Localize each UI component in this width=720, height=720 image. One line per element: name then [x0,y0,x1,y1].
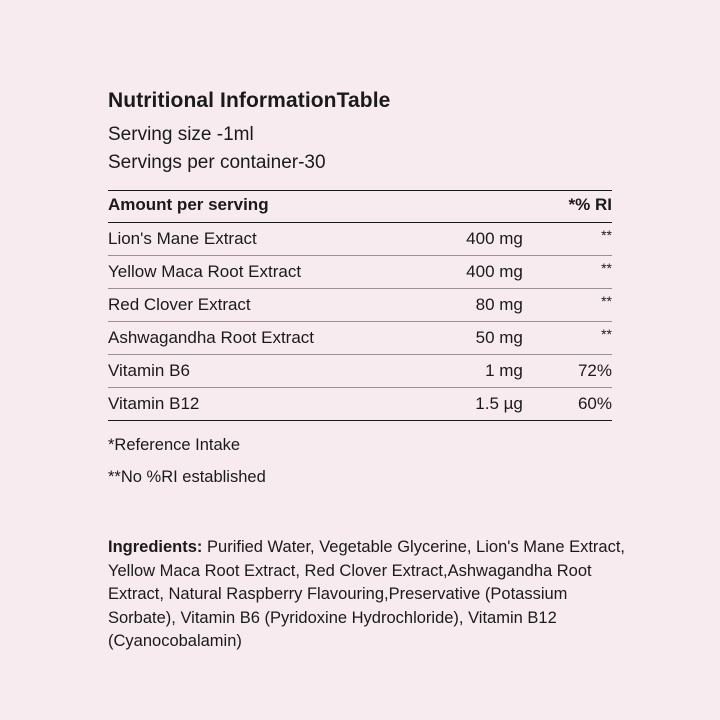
footnotes [108,433,612,490]
page-title: Nutritional InformationTable [108,89,391,112]
row-amount: 400 mg [405,256,529,289]
serving-size-text: Serving size -1ml [108,124,254,146]
row-name: Yellow Maca Root Extract [108,256,405,289]
row-name: Red Clover Extract [108,289,405,322]
column-header-ri: *% RI [529,191,612,223]
table-row [108,223,612,256]
ingredients-text: Purified Water, Vegetable Glycerine, Lion's Mane Extract, Yellow Maca Root Extract, Red Clover Extract,Ashwagandha Root Extract, Natural Raspberry Flavouring,Preservative (Potassium Sorbate), Vitamin B6 (Pyridoxine Hydrochloride), Vitamin B12 (Cyanocobalamin) [108,538,626,651]
row-ri: ** [529,322,612,355]
row-ri: 60% [529,388,612,421]
table-header-row [108,191,612,223]
row-name: Lion's Mane Extract [108,223,405,256]
servings-per-container-text: Servings per container-30 [108,151,326,173]
footnote-no-ri: **No %RI established [108,467,266,486]
row-ri: ** [529,289,612,322]
row-name: Ashwagandha Root Extract [108,322,405,355]
column-header-name: Amount per serving [108,191,405,223]
row-amount: 400 mg [405,223,529,256]
row-ri: ** [529,223,612,256]
nutrition-table [108,190,612,421]
row-name: Vitamin B12 [108,388,405,421]
row-amount: 50 mg [405,322,529,355]
row-name: Vitamin B6 [108,355,405,388]
ingredients-block [108,536,628,653]
row-amount: 1 mg [405,355,529,388]
table-row [108,322,612,355]
column-header-amount [405,191,529,223]
table-row [108,289,612,322]
table-row [108,355,612,388]
table-row [108,388,612,421]
footnote-reference-intake: *Reference Intake [108,436,241,455]
ingredients-label: Ingredients: [108,538,203,557]
row-amount: 80 mg [405,289,529,322]
row-amount: 1.5 µg [405,388,529,421]
table-row [108,256,612,289]
row-ri: ** [529,256,612,289]
row-ri: 72% [529,355,612,388]
